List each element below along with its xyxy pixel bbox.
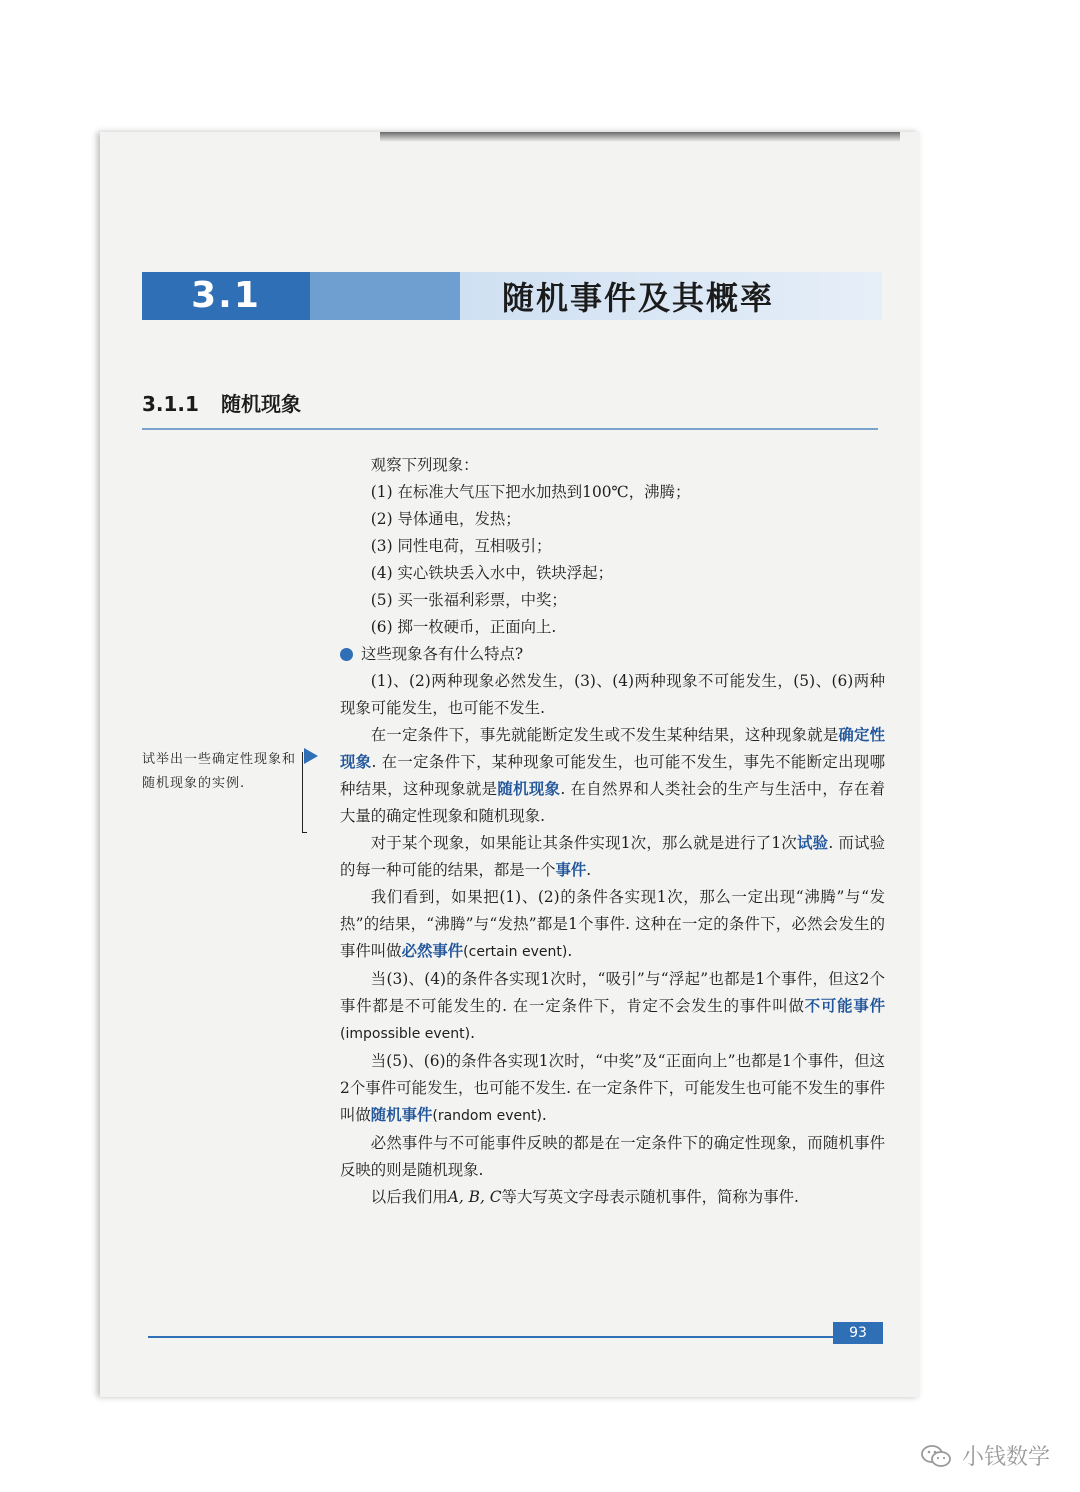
observe-item: (2) 导体通电，发热； [370,510,521,528]
english-term: (certain event) [463,944,568,960]
flag-icon [304,748,318,764]
text-run: 当(3)、(4)的条件各实现1次时，“吸引”与“浮起”也都是1个事件，但这2个事件都是不可能发生的. 在一定条件下，肯定不会发生的事件叫做 [340,970,885,1015]
random-event-paragraph [340,1048,885,1130]
observe-item: (6) 掷一枚硬币，正面向上. [370,618,557,636]
keyword-deterministic: 确定性现象 [340,726,885,771]
subsection-heading [142,388,301,417]
page-top-shadow [380,132,900,142]
section-banner [142,272,882,320]
summary-paragraph: 必然事件与不可能事件反映的都是在一定条件下的确定性现象，而随机事件反映的则是随机现象. [340,1134,885,1179]
keyword-event: 事件 [555,861,587,879]
margin-note-bracket [302,752,307,833]
deterministic-paragraph [340,722,885,830]
impossible-event-paragraph [340,966,885,1048]
observe-intro: 观察下列现象： [370,456,479,474]
english-term: (impossible event) [340,1026,471,1042]
question [340,641,885,668]
footer-rule [148,1336,833,1338]
question-text: 这些现象各有什么特点? [361,645,524,663]
keyword-random-event: 随机事件 [370,1106,433,1124]
margin-note: 试举出一些确定性现象和随机现象的实例. [142,752,297,791]
subsection-rule [142,428,878,430]
text-run: . [586,861,592,879]
text-run: 当(5)、(6)的条件各实现1次时，“中奖”及“正面向上”也都是1个事件，但这2个事件可能发生，也可能不发生. 在一定条件下，可能发生也可能不发生的事件叫做 [340,1052,885,1124]
text-run: 等大写英文字母表示随机事件，简称为事件. [501,1188,799,1206]
observe-item: (5) 买一张福利彩票，中奖； [370,591,567,609]
answer-paragraph: (1)、(2)两种现象必然发生，(3)、(4)两种现象不可能发生，(5)、(6)两种现象可能发生，也可能不发生. [340,672,885,717]
english-term: (random event) [432,1108,542,1124]
watermark-text: 小钱数学 [961,1445,1050,1470]
variable-letters: A, B, C [447,1188,502,1206]
certain-event-paragraph [340,884,885,966]
subsection-title: 随机现象 [220,392,301,416]
observe-item: (1) 在标准大气压下把水加热到100℃，沸腾； [370,483,691,501]
section-number: 3.1 [142,272,310,320]
text-run: . 在自然界和人类社会的生产与生活中，存在着大量的确定性现象和随机现象. [340,780,885,825]
wechat-icon [920,1443,952,1469]
trial-paragraph [340,830,885,884]
subsection-number: 3.1.1 [142,392,199,416]
bullet-dot-icon [340,648,353,661]
keyword-trial: 试验 [797,834,829,852]
text-run: . [567,942,573,960]
keyword-random-phenomenon: 随机现象 [497,780,561,798]
text-run: . [541,1106,547,1124]
text-run: . [470,1024,476,1042]
keyword-certain-event: 必然事件 [401,942,464,960]
keyword-impossible-event: 不可能事件 [804,997,885,1015]
section-title: 随机事件及其概率 [502,279,775,317]
page-number: 93 [833,1322,883,1344]
watermark [920,1440,1050,1471]
text-run: 在一定条件下，事先就能断定发生或不发生某种结果，这种现象就是 [370,726,839,744]
banner-gap [310,272,460,320]
text-run: 我们看到，如果把(1)、(2)的条件各实现1次，那么一定出现“沸腾”与“发热”的结果，“沸腾”与“发热”都是1个事件. 这种在一定的条件下，必然会发生的事件叫做 [340,888,885,960]
text-run: . 在一定条件下，某种现象可能发生，也可能不发生，事先不能断定出现哪种结果，这种现象就是 [340,753,885,798]
observe-item: (3) 同性电荷，互相吸引； [370,537,552,555]
notation-paragraph [340,1184,885,1211]
observe-item: (4) 实心铁块丢入水中，铁块浮起； [370,564,613,582]
body-text [340,452,885,1211]
text-run: 对于某个现象，如果能让其条件实现1次，那么就是进行了1次 [370,834,798,852]
text-run: . 而试验的每一种可能的结果，都是一个 [340,834,885,879]
text-run: 以后我们用 [370,1188,448,1206]
